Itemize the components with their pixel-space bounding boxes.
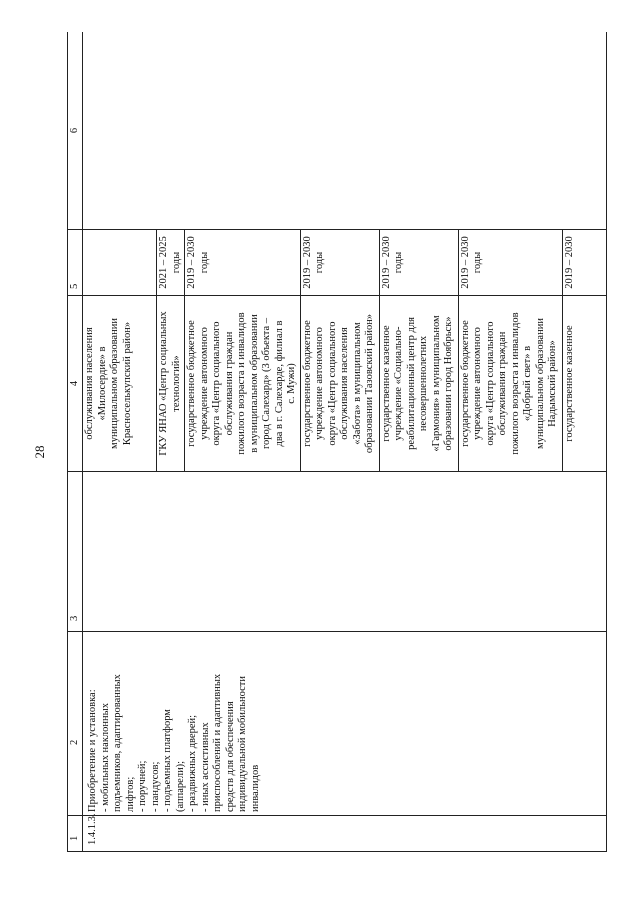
term-line: 2019 – 2030 <box>563 236 575 289</box>
term-line: 2019 – 2030 <box>301 236 313 289</box>
org-cell <box>157 296 185 472</box>
col3-cell <box>83 472 607 632</box>
activity-line: - пандусов; <box>149 761 161 812</box>
org-cell <box>83 296 157 472</box>
term-cell <box>83 230 157 296</box>
org-line: реабилитационный центр для <box>405 317 417 450</box>
activity-line: - иных ассистивных <box>199 722 211 812</box>
term-cell <box>458 230 562 296</box>
item-number: 1.4.1.3. <box>87 813 98 845</box>
term-line: 2019 – 2030 <box>459 236 471 289</box>
org-line: обслуживания граждан <box>497 331 508 436</box>
org-line: два в г. Салехарде, филиал в <box>273 320 285 447</box>
org-line: учреждение автономного <box>198 327 210 440</box>
activity-line: лифтов; <box>124 776 136 812</box>
org-line: муниципальном образовании <box>534 318 546 449</box>
activity-line: приспособлений и адаптивных <box>212 673 223 812</box>
term-line: годы <box>170 251 182 274</box>
table-row <box>83 32 157 852</box>
org-line: «Милосердие» в <box>96 346 108 421</box>
activity-line: - раздвижных дверей; <box>187 714 198 812</box>
page-number: 28 <box>32 445 47 459</box>
org-cell <box>300 296 379 472</box>
org-line: образовании Тазовский район» <box>364 313 375 454</box>
header-col-1: 1 <box>68 816 83 852</box>
org-line: учреждение автономного <box>472 327 483 440</box>
activity-line: средств для обеспечения <box>224 701 236 812</box>
header-col-2: 2 <box>68 632 83 816</box>
activity-line: инвалидов <box>249 764 261 812</box>
org-cell <box>185 296 301 472</box>
org-line: несовершеннолетних <box>418 335 429 432</box>
org-line: государственное бюджетное <box>186 320 197 447</box>
term-cell <box>185 230 301 296</box>
org-line: пожилого возраста и инвалидов <box>509 312 521 455</box>
activity-line: подъемников, адаптированных <box>112 674 123 812</box>
org-line: Надымский район» <box>547 340 558 427</box>
org-line: Красноселькупский район» <box>121 321 133 446</box>
org-line: ГКУ ЯНАО «Центр социальных <box>158 311 169 456</box>
term-cell <box>562 230 607 296</box>
activity-line: (аппарели); <box>174 760 186 812</box>
activity-line: - подъемных платформ <box>162 709 173 812</box>
org-line: с. Мужи) <box>286 363 297 404</box>
org-line: «Забота» в муниципальном <box>351 322 363 445</box>
org-line: государственное казенное <box>563 325 575 442</box>
org-line: «Гармония» в муниципальном <box>430 315 442 452</box>
header-col-5: 5 <box>68 230 83 296</box>
term-cell <box>379 230 458 296</box>
org-line: «Добрый свет» в <box>522 345 533 422</box>
org-line: округа «Центр социального <box>484 321 496 446</box>
org-line: округа «Центр социального <box>326 321 338 446</box>
table-header-row <box>68 32 83 852</box>
org-line: технологий» <box>170 355 182 412</box>
org-line: образовании город Ноябрьск» <box>443 316 454 451</box>
org-line: государственное бюджетное <box>459 320 471 447</box>
org-line: обслуживания населения <box>339 327 350 440</box>
activity-line: индивидуальной мобильности <box>237 675 248 812</box>
activity-line: - поручней; <box>137 760 148 812</box>
org-line: в муниципальном образовании <box>248 314 260 453</box>
table-container <box>67 32 607 852</box>
term-line: годы <box>393 251 404 274</box>
activity-line: Приобретение и установка: <box>87 689 98 812</box>
activity-line: - мобильных наклонных <box>99 703 111 812</box>
col6-cell <box>83 32 607 230</box>
header-col-3: 3 <box>68 472 83 632</box>
term-line: годы <box>314 251 325 274</box>
org-line: учреждение автономного <box>314 327 325 440</box>
org-line: учреждение «Социально- <box>393 326 404 441</box>
org-cell <box>379 296 458 472</box>
org-line: государственное казенное <box>380 325 392 442</box>
rotated-table-frame <box>67 32 607 852</box>
term-line: 2019 – 2030 <box>186 236 197 289</box>
term-cell <box>300 230 379 296</box>
org-line: обслуживания граждан <box>223 331 235 436</box>
org-line: город Салехард» (3 объекта – <box>261 317 272 450</box>
term-line: годы <box>472 251 483 274</box>
header-col-4: 4 <box>68 296 83 472</box>
org-line: обслуживания населения <box>84 327 95 440</box>
activity-cell <box>83 632 607 816</box>
term-line: 2019 – 2030 <box>380 236 392 289</box>
item-number-cell <box>83 813 607 852</box>
org-line: пожилого возраста и инвалидов <box>236 312 247 455</box>
term-line: 2021 – 2025 <box>158 236 169 289</box>
org-cell <box>458 296 562 472</box>
term-line: годы <box>198 251 210 274</box>
measures-table <box>67 32 607 852</box>
org-line: муниципальном образовании <box>109 318 120 449</box>
term-cell <box>157 230 185 296</box>
org-cell <box>562 296 607 472</box>
header-col-6: 6 <box>68 32 83 230</box>
org-line: округа «Центр социального <box>211 321 222 446</box>
org-line: государственное бюджетное <box>301 320 313 447</box>
